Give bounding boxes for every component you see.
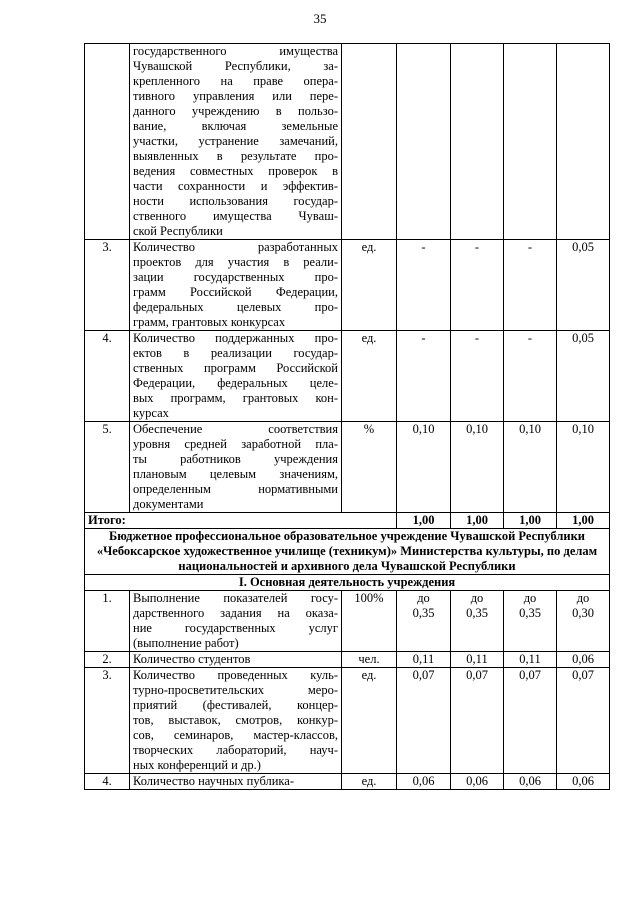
name-line: плановым целевым значениям,	[133, 467, 338, 481]
name-line: ектов в реализации государ-	[133, 346, 338, 360]
cell-v4: 0,10	[557, 422, 610, 513]
name-line: ственного имущества Чуваш-	[133, 209, 338, 223]
table-row	[85, 240, 610, 331]
cell-v2: 0,07	[451, 668, 504, 774]
cell-v3: 0,11	[504, 652, 557, 668]
total-v1: 1,00	[397, 513, 451, 529]
name-line: ственных программ Российской	[133, 361, 338, 375]
cell-num	[85, 44, 130, 240]
name-line: Обеспечение соответствия	[133, 422, 338, 436]
name-line: вание, включая земельные	[133, 119, 338, 133]
table-row	[85, 591, 610, 652]
cell-num: 1.	[85, 591, 130, 652]
cell-name	[130, 44, 342, 240]
name-line: (выполнение работ)	[133, 636, 239, 650]
cell-v2: 0,06	[451, 774, 504, 790]
cell-v3: -	[504, 240, 557, 331]
cell-v3: до 0,35	[504, 591, 557, 652]
cell-num: 3.	[85, 240, 130, 331]
cell-v1: 0,07	[397, 668, 451, 774]
cell-v3: -	[504, 331, 557, 422]
cell-name	[130, 668, 342, 774]
cell-v2: 0,11	[451, 652, 504, 668]
name-line: сов, семинаров, мастер-классов,	[133, 728, 338, 742]
cell-name	[130, 774, 342, 790]
total-v2: 1,00	[451, 513, 504, 529]
cell-v1: 0,10	[397, 422, 451, 513]
cell-v2	[451, 44, 504, 240]
name-line: тивного управления или пере-	[133, 89, 338, 103]
cell-num: 4.	[85, 331, 130, 422]
name-line: ведения совместных проверок в	[133, 164, 338, 178]
cell-unit: ед.	[342, 668, 397, 774]
table-body	[85, 44, 610, 790]
cell-num: 2.	[85, 652, 130, 668]
name-line: турно-просветительских меро-	[133, 683, 338, 697]
cell-v1: -	[397, 331, 451, 422]
cell-unit: 100%	[342, 591, 397, 652]
cell-v1	[397, 44, 451, 240]
cell-v3: 0,07	[504, 668, 557, 774]
cell-num: 3.	[85, 668, 130, 774]
name-line: данного учреждению в пользо-	[133, 104, 338, 118]
name-line: Количество поддержанных про-	[133, 331, 338, 345]
table-row	[85, 774, 610, 790]
name-line: ты работников учреждения	[133, 452, 338, 466]
name-line: Чувашской Республики, за-	[133, 59, 338, 73]
cell-v4: 0,07	[557, 668, 610, 774]
table-row	[85, 668, 610, 774]
cell-unit: ед.	[342, 774, 397, 790]
cell-unit: чел.	[342, 652, 397, 668]
page-number: 35	[313, 11, 327, 26]
table-row	[85, 331, 610, 422]
name-line: тов, выставок, смотров, конкур-	[133, 713, 338, 727]
name-line: определенным нормативными	[133, 482, 338, 496]
cell-v2: -	[451, 240, 504, 331]
organization-row	[85, 529, 610, 575]
name-line: творческих лабораторий, науч-	[133, 743, 338, 757]
total-v4: 1,00	[557, 513, 610, 529]
name-line: государственного имущества	[133, 44, 338, 58]
name-line: вых программ, грантовых кон-	[133, 391, 338, 405]
total-row	[85, 513, 610, 529]
cell-v4	[557, 44, 610, 240]
cell-v2: до 0,35	[451, 591, 504, 652]
cell-name	[130, 591, 342, 652]
total-label: Итого:	[85, 513, 397, 529]
cell-v1: -	[397, 240, 451, 331]
name-line: Количество студентов	[133, 652, 251, 666]
name-line: федеральных целевых про-	[133, 300, 338, 314]
name-line: документами	[133, 497, 204, 511]
name-line: грамм Российской Федерации,	[133, 285, 338, 299]
name-line: Количество научных публика-	[133, 774, 295, 788]
cell-name	[130, 422, 342, 513]
name-line: Количество разработанных	[133, 240, 338, 254]
name-line: ных конференций и др.)	[133, 758, 261, 772]
name-line: проектов для участия в реали-	[133, 255, 338, 269]
name-line: ности использования государ-	[133, 194, 338, 208]
indicators-table	[84, 43, 610, 790]
cell-v2: -	[451, 331, 504, 422]
cell-unit: ед.	[342, 240, 397, 331]
cell-v1: 0,06	[397, 774, 451, 790]
name-line: участки, устранение замечаний,	[133, 134, 338, 148]
name-line: курсах	[133, 406, 169, 420]
name-line: ние государственных услуг	[133, 621, 338, 635]
name-line: Выполнение показателей госу-	[133, 591, 338, 605]
cell-v1: до 0,35	[397, 591, 451, 652]
section-row	[85, 575, 610, 591]
name-line: Количество проведенных куль-	[133, 668, 338, 682]
cell-unit: ед.	[342, 331, 397, 422]
cell-v4: 0,05	[557, 240, 610, 331]
table-row	[85, 652, 610, 668]
name-line: крепленного на праве опера-	[133, 74, 338, 88]
name-line: уровня средней заработной пла-	[133, 437, 338, 451]
name-line: ской Республики	[133, 224, 223, 238]
name-line: дарственного задания на оказа-	[133, 606, 338, 620]
cell-num: 4.	[85, 774, 130, 790]
name-line: приятий (фестивалей, концер-	[133, 698, 338, 712]
cell-v4: 0,05	[557, 331, 610, 422]
cell-v3: 0,10	[504, 422, 557, 513]
cell-v1: 0,11	[397, 652, 451, 668]
name-line: Федерации, федеральных целе-	[133, 376, 338, 390]
cell-v4: 0,06	[557, 774, 610, 790]
cell-name	[130, 331, 342, 422]
cell-unit: %	[342, 422, 397, 513]
cell-name	[130, 652, 342, 668]
name-line: части сохранности и эффектив-	[133, 179, 338, 193]
table-row-continuation	[85, 44, 610, 240]
cell-num: 5.	[85, 422, 130, 513]
total-v3: 1,00	[504, 513, 557, 529]
cell-name	[130, 240, 342, 331]
cell-v4: до 0,30	[557, 591, 610, 652]
table-row	[85, 422, 610, 513]
organization-title: Бюджетное профессиональное образовательное учреждение Чувашской Республики «Чебоксарское художественное училище (техникум)» Министерства культуры, по делам национальностей и архивного дела Чувашской Республики	[85, 529, 610, 575]
name-line: выявленных в результате про-	[133, 149, 338, 163]
cell-v3	[504, 44, 557, 240]
name-line: грамм, грантовых конкурсах	[133, 315, 286, 329]
cell-v2: 0,10	[451, 422, 504, 513]
cell-v3: 0,06	[504, 774, 557, 790]
name-line: зации государственных про-	[133, 270, 338, 284]
section-title: I. Основная деятельность учреждения	[85, 575, 610, 591]
cell-unit	[342, 44, 397, 240]
cell-v4: 0,06	[557, 652, 610, 668]
